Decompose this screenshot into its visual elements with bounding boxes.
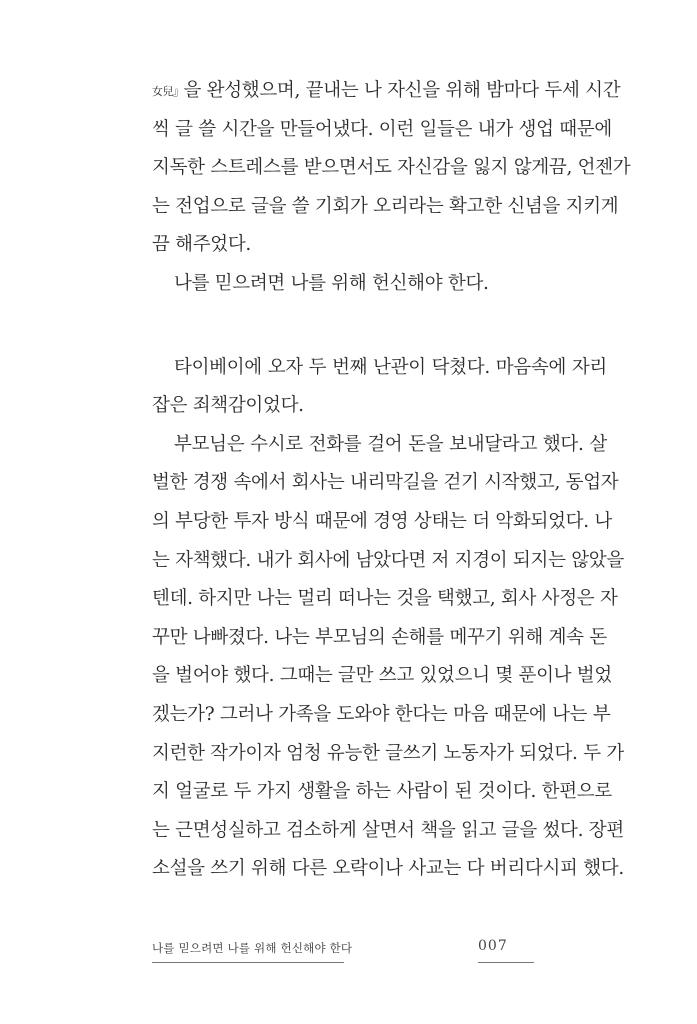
text-line: 끔 해주었다.: [152, 234, 252, 256]
body-text: [152, 72, 631, 889]
footer-divider: [152, 962, 344, 963]
text-line: 타이베이에 오자 두 번째 난관이 닥쳤다. 마음속에 자리: [174, 356, 607, 378]
text-line: 소설을 쓰기 위해 다른 오락이나 사교는 다 버리다시피 했다.: [152, 858, 624, 880]
book-title-fragment: 女兒』: [152, 85, 184, 98]
text-line: 부모님은 수시로 전화를 걸어 돈을 보내달라고 했다. 살: [174, 433, 607, 455]
text-line: 잡은 죄책감이었다.: [152, 395, 304, 417]
text-line: 지 얼굴로 두 가지 생활을 하는 사람이 된 것이다. 한편으로: [152, 781, 612, 803]
text-line: 는 자책했다. 내가 회사에 남았다면 저 지경이 되지는 않았을: [152, 549, 624, 571]
running-title: 나를 믿으려면 나를 위해 헌신해야 한다: [152, 941, 353, 955]
text-line: 꾸만 나빠졌다. 나는 부모님의 손해를 메꾸기 위해 계속 돈: [152, 626, 607, 648]
text-line: 는 전업으로 글을 쓸 기회가 오리라는 확고한 신념을 지키게: [152, 195, 619, 217]
text-line: 겠는가? 그러나 가족을 도와야 한다는 마음 때문에 나는 부: [152, 703, 611, 725]
text-line: 텐데. 하지만 나는 멀리 떠나는 것을 택했고, 회사 사정은 자: [152, 588, 618, 610]
text-line: 의 부당한 투자 방식 때문에 경영 상태는 더 악화되었다. 나: [152, 510, 612, 532]
text-line: 씩 글 쓸 시간을 만들어냈다. 이런 일들은 내가 생업 때문에: [152, 118, 612, 140]
text-line: 女兒』을 완성했으며, 끝내는 나 자신을 위해 밤마다 두세 시간: [152, 80, 621, 101]
text-line: 는 근면성실하고 검소하게 살면서 책을 읽고 글을 썼다. 장편: [152, 819, 624, 841]
text-line: 지런한 작가이자 엄청 유능한 글쓰기 노동자가 되었다. 두 가: [152, 742, 624, 764]
page-number-divider: [478, 962, 534, 963]
text-line: 을 벌어야 했다. 그때는 글만 쓰고 있었으니 몇 푼이나 벌었: [152, 665, 612, 687]
text-line: 벌한 경쟁 속에서 회사는 내리막길을 걷기 시작했고, 동업자: [152, 472, 619, 494]
section-break: [152, 304, 607, 349]
text-line: 지독한 스트레스를 받으면서도 자신감을 잃지 않게끔, 언젠가: [152, 157, 631, 179]
page-number: 007: [478, 938, 508, 954]
emphasis-line: 나를 믿으려면 나를 위해 헌신해야 한다.: [174, 272, 489, 294]
